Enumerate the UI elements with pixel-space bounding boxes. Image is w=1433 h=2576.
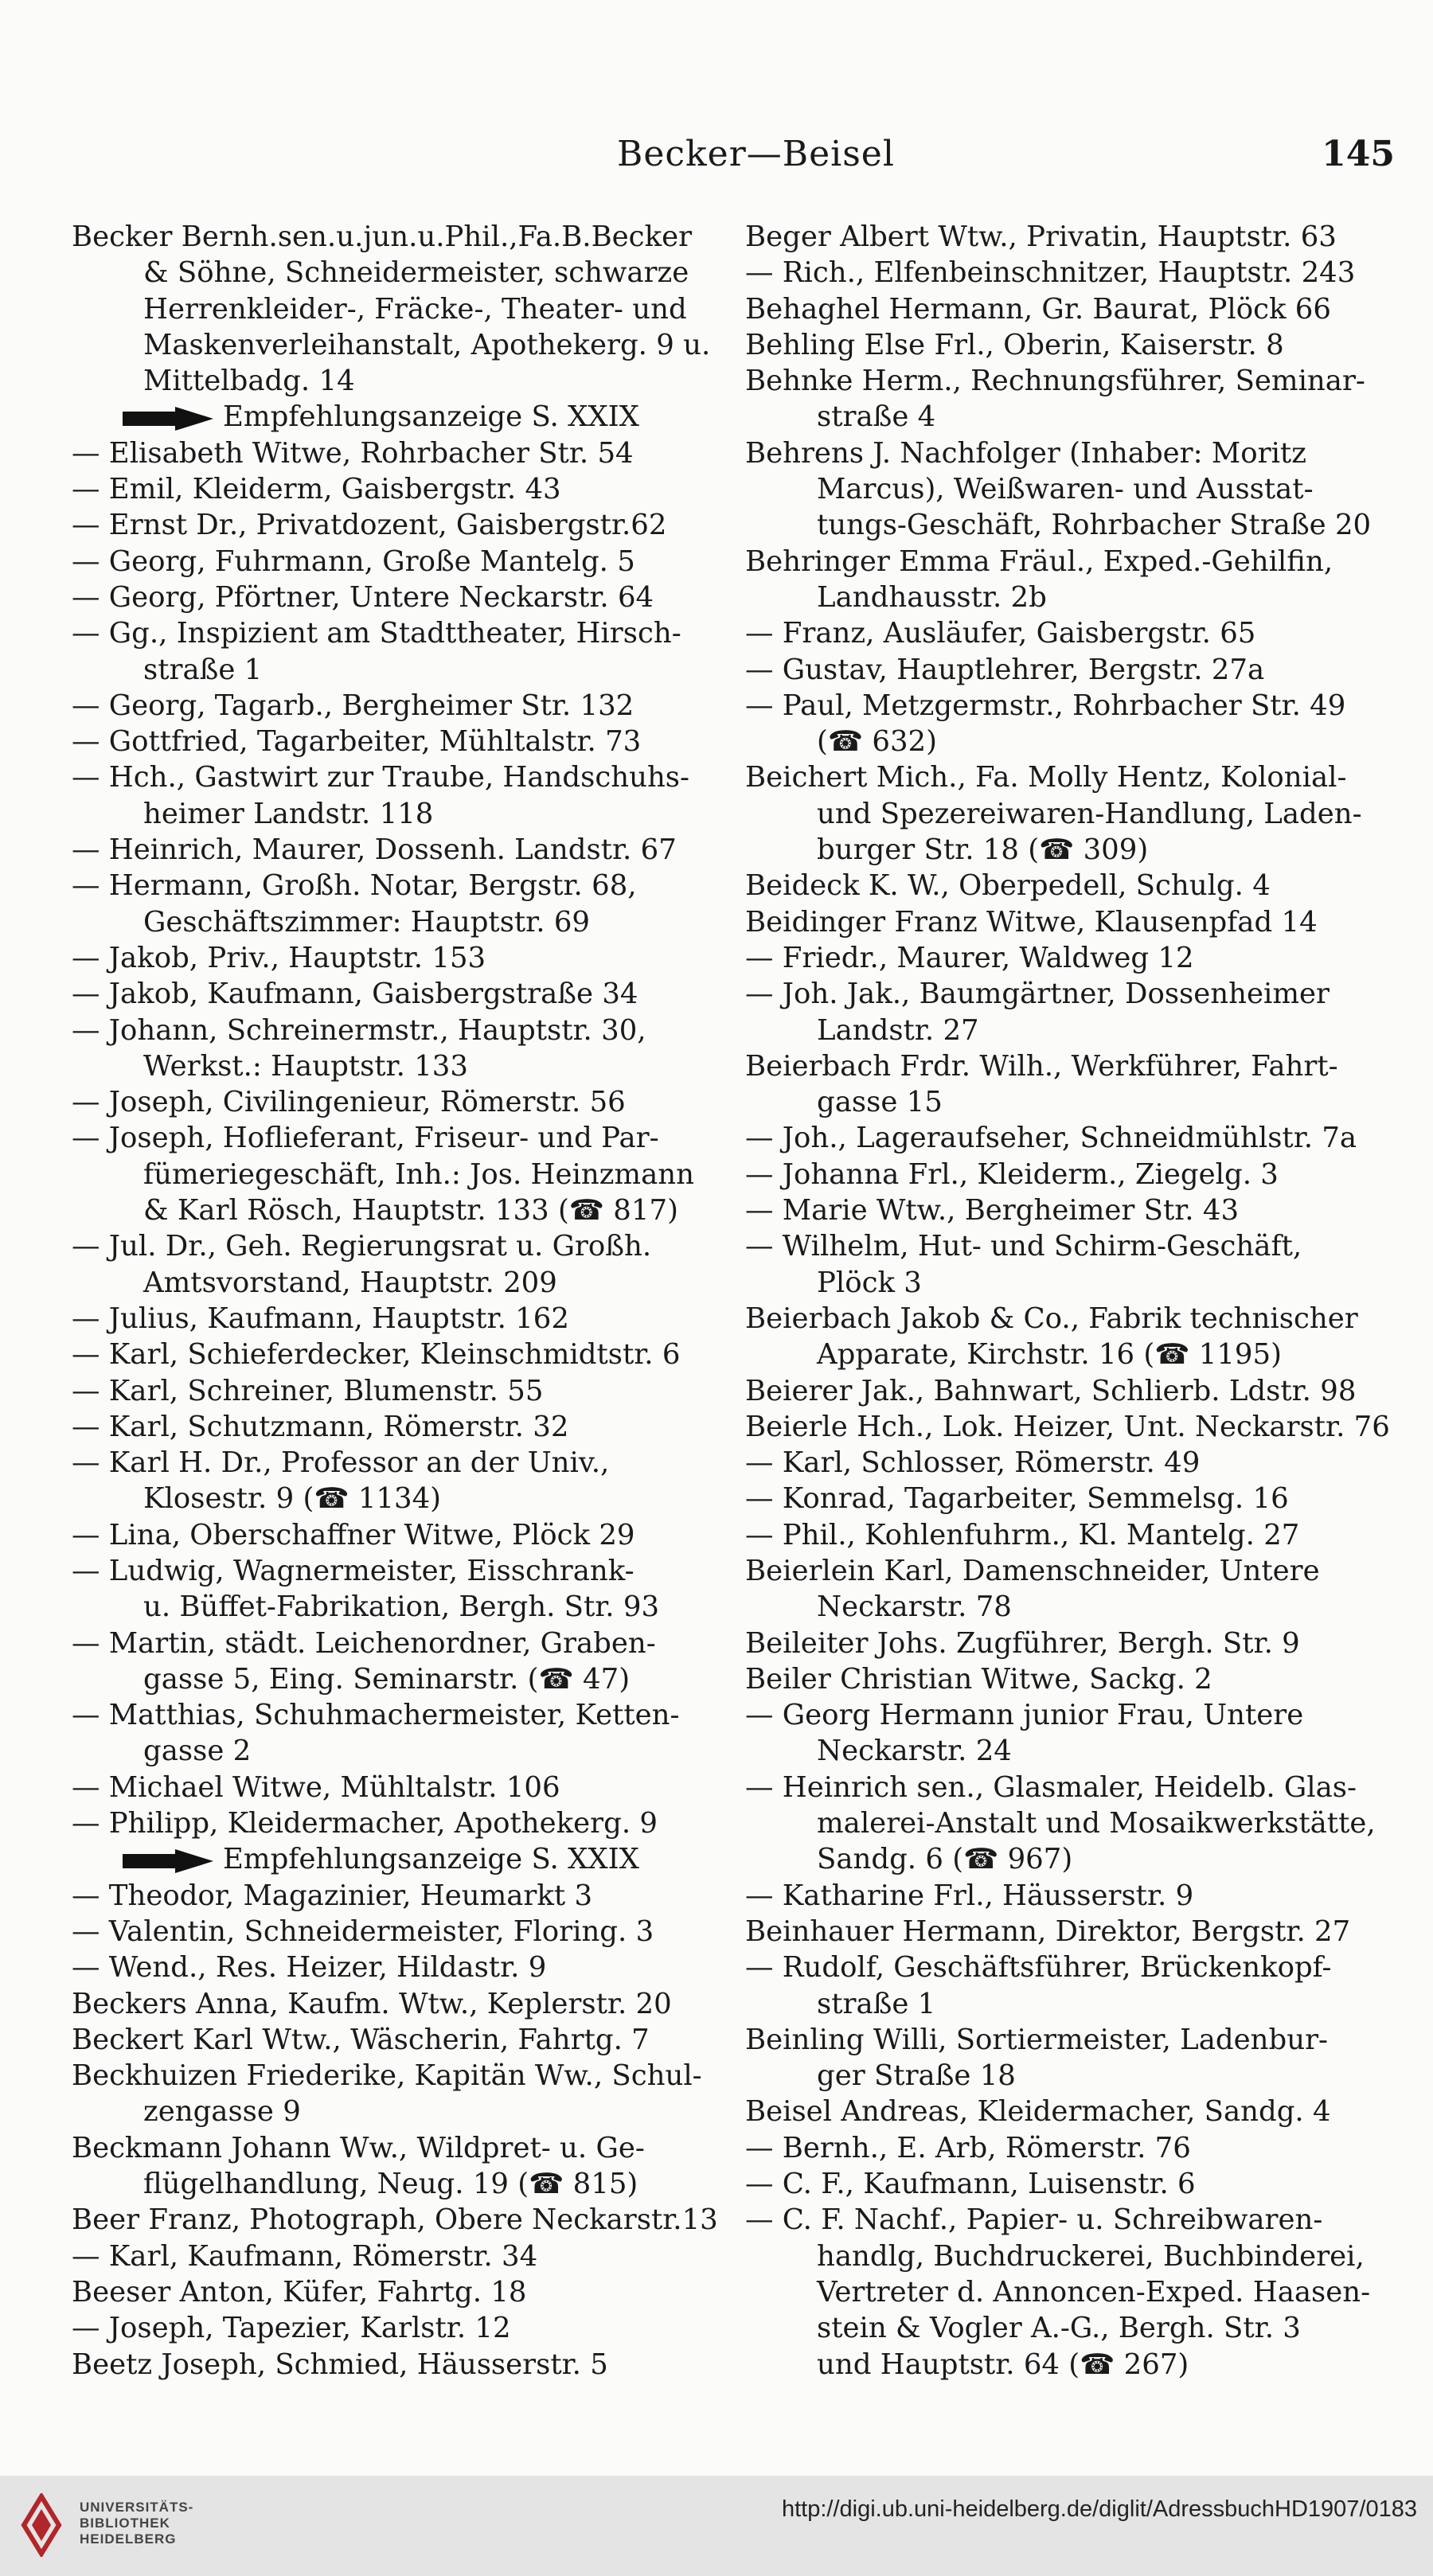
entry-text: Beeser Anton, Küfer, Fahrtg. 18: [72, 2275, 527, 2309]
entry-text: Plöck 3: [817, 1266, 922, 1299]
directory-entry: [72, 1950, 718, 1985]
entry-text: straße 1: [143, 653, 263, 686]
entry-text: — Joh., Lageraufseher, Schneidmühlstr. 7a: [745, 1122, 1357, 1155]
entry-text: Beinhauer Hermann, Direktor, Bergstr. 27: [745, 1914, 1351, 1948]
directory-entry: [745, 2202, 1398, 2238]
entry-text: Beierle Hch., Lok. Heizer, Unt. Neckarstr. 76: [745, 1410, 1390, 1443]
entry-text: Beiler Christian Witwe, Sackg. 2: [745, 1662, 1212, 1696]
directory-entry: [72, 471, 718, 507]
entry-text: Maskenverleihanstalt, Apothekerg. 9 u.: [143, 328, 711, 361]
directory-entry: [72, 2022, 718, 2058]
entry-text: — Phil., Kohlenfuhrm., Kl. Mantelg. 27: [745, 1518, 1300, 1551]
entry-text: Geschäftszimmer: Hauptstr. 69: [143, 905, 590, 939]
directory-entry: [72, 1120, 718, 1156]
entry-text: straße 4: [817, 400, 936, 434]
entry-continuation: [72, 327, 718, 363]
running-head: Becker—Beisel: [617, 134, 895, 174]
entry-text: — C. F., Kaufmann, Luisenstr. 6: [745, 2168, 1196, 2201]
page-number: 145: [1322, 134, 1395, 174]
directory-entry: [72, 2238, 718, 2274]
entry-text: — Julius, Kaufmann, Hauptstr. 162: [72, 1302, 569, 1335]
directory-entry: [72, 2274, 718, 2310]
entry-text: Behling Else Frl., Oberin, Kaiserstr. 8: [745, 328, 1284, 361]
pointing-hand-icon: [119, 404, 215, 434]
directory-entry: [745, 1914, 1398, 1950]
entry-text: — Michael Witwe, Mühltalstr. 106: [72, 1770, 560, 1804]
directory-entry: [72, 580, 718, 615]
library-name-line: UNIVERSITÄTS-: [80, 2500, 194, 2515]
entry-text: Beckert Karl Wtw., Wäscherin, Fahrtg. 7: [72, 2023, 650, 2056]
entry-text: — Gustav, Hauptlehrer, Bergstr. 27a: [745, 653, 1265, 686]
directory-entry: [745, 1626, 1398, 1661]
library-name-line: BIBLIOTHEK: [80, 2516, 170, 2531]
entry-text: — Joseph, Hoflieferant, Friseur- und Par-: [72, 1122, 659, 1155]
directory-entry: [72, 2347, 718, 2383]
entry-continuation: [745, 1589, 1398, 1625]
entry-text: — Valentin, Schneidermeister, Floring. 3: [72, 1914, 654, 1948]
directory-entry: [745, 1373, 1398, 1409]
directory-entry: [72, 1517, 718, 1553]
entry-text: — Johann, Schreinermstr., Hauptstr. 30,: [72, 1013, 646, 1047]
entry-continuation: [745, 1805, 1398, 1841]
entry-continuation: [745, 1337, 1398, 1372]
entry-text: fümeriegeschäft, Inh.: Jos. Heinzmann: [143, 1157, 694, 1191]
entry-text: Landhausstr. 2b: [817, 580, 1047, 614]
entry-text: Sandg. 6 (☎ 967): [817, 1843, 1073, 1876]
entry-text: gasse 15: [817, 1086, 943, 1119]
entry-text: Empfehlungsanzeige S. XXIX: [223, 400, 639, 434]
entry-continuation: [72, 1481, 718, 1516]
directory-entry: [745, 759, 1398, 795]
entry-continuation: [745, 1013, 1398, 1048]
entry-text: — Jakob, Kaufmann, Gaisbergstraße 34: [72, 978, 638, 1011]
entry-continuation: [72, 1265, 718, 1301]
entry-continuation: [745, 580, 1398, 615]
entry-text: — Katharine Frl., Häusserstr. 9: [745, 1879, 1194, 1912]
entry-text: Beer Franz, Photograph, Obere Neckarstr.13: [72, 2203, 718, 2237]
directory-entry: [72, 2202, 718, 2238]
directory-entry: [745, 1192, 1398, 1228]
directory-entry: [745, 363, 1398, 399]
entry-continuation: [745, 1084, 1398, 1120]
entry-continuation: [745, 507, 1398, 543]
directory-entry: [745, 868, 1398, 904]
directory-entry: [72, 1914, 718, 1950]
entry-text: — Karl, Schlosser, Römerstr. 49: [745, 1446, 1201, 1480]
entry-continuation: [745, 1265, 1398, 1301]
entry-text: burger Str. 18 (☎ 309): [817, 833, 1149, 867]
entry-continuation: [72, 1589, 718, 1625]
entry-text: — Jakob, Priv., Hauptstr. 153: [72, 941, 486, 974]
entry-continuation: [745, 399, 1398, 435]
entry-text: Neckarstr. 24: [817, 1735, 1012, 1768]
entry-continuation: [72, 796, 718, 832]
entry-text: ger Straße 18: [817, 2059, 1016, 2093]
directory-entry: [745, 291, 1398, 327]
entry-text: — Emil, Kleiderm, Gaisbergstr. 43: [72, 473, 561, 506]
entry-continuation: [745, 1986, 1398, 2022]
directory-entry: [745, 1697, 1398, 1733]
entry-text: gasse 2: [143, 1735, 252, 1768]
directory-entry: [72, 1084, 718, 1120]
university-library-logo-icon: [18, 2493, 65, 2557]
entry-text: — Georg, Fuhrmann, Große Mantelg. 5: [72, 544, 635, 578]
directory-entry: [72, 615, 718, 651]
entry-text: Amtsvorstand, Hauptstr. 209: [143, 1266, 557, 1299]
entry-continuation: [745, 2347, 1398, 2383]
entry-text: Beichert Mich., Fa. Molly Hentz, Kolonial-: [745, 761, 1347, 794]
directory-entry: [72, 940, 718, 976]
entry-text: Apparate, Kirchstr. 16 (☎ 1195): [817, 1338, 1282, 1372]
directory-entry: [745, 976, 1398, 1012]
left-column: [72, 219, 718, 2383]
entry-text: — Joh. Jak., Baumgärtner, Dossenheimer: [745, 978, 1330, 1011]
entry-text: — C. F. Nachf., Papier- u. Schreibwaren-: [745, 2203, 1323, 2237]
entry-text: — Konrad, Tagarbeiter, Semmelsg. 16: [745, 1482, 1289, 1516]
entry-text: — Heinrich sen., Glasmaler, Heidelb. Glas-: [745, 1770, 1357, 1804]
directory-entry: [72, 832, 718, 868]
entry-continuation: [72, 255, 718, 291]
entry-text: — Karl, Schieferdecker, Kleinschmidtstr. 6: [72, 1338, 681, 1372]
entry-text: Herrenkleider-, Fräcke-, Theater- und: [143, 292, 687, 326]
entry-text: Beideck K. W., Oberpedell, Schulg. 4: [745, 869, 1271, 903]
entry-text: — Karl, Kaufmann, Römerstr. 34: [72, 2239, 538, 2273]
directory-entry: [745, 327, 1398, 363]
directory-entry: [72, 976, 718, 1012]
entry-text: Behnke Herm., Rechnungsführer, Seminar-: [745, 365, 1365, 398]
entry-text: malerei-Anstalt und Mosaikwerkstätte,: [817, 1807, 1376, 1840]
directory-entry: [72, 1337, 718, 1372]
directory-entry: [72, 507, 718, 543]
directory-entry: [745, 1228, 1398, 1264]
directory-entry: [72, 544, 718, 580]
entry-text: — Joseph, Civilingenieur, Römerstr. 56: [72, 1086, 626, 1119]
entry-text: — Georg, Pförtner, Untere Neckarstr. 64: [72, 580, 654, 614]
entry-continuation: [745, 2310, 1398, 2346]
directory-entry: [72, 435, 718, 471]
entry-text: flügelhandlung, Neug. 19 (☎ 815): [143, 2168, 638, 2201]
directory-entry: [745, 688, 1398, 724]
entry-text: & Söhne, Schneidermeister, schwarze: [143, 256, 689, 290]
directory-entry: [745, 1120, 1398, 1156]
entry-text: Beckers Anna, Kaufm. Wtw., Keplerstr. 20: [72, 1987, 672, 2020]
directory-entry: [745, 255, 1398, 291]
entry-text: Beierlein Karl, Damenschneider, Untere: [745, 1554, 1320, 1587]
directory-entry: [745, 2094, 1398, 2129]
entry-continuation: [745, 2058, 1398, 2094]
directory-entry: [72, 1553, 718, 1589]
entry-text: — Gg., Inspizient am Stadttheater, Hirsch-: [72, 617, 681, 650]
directory-entry: [72, 1626, 718, 1661]
source-url-link[interactable]: http://digi.ub.uni-heidelberg.de/diglit/AdressbuchHD1907/0183: [781, 2496, 1417, 2522]
entry-continuation: [745, 1733, 1398, 1769]
entry-text: — Philipp, Kleidermacher, Apothekerg. 9: [72, 1807, 658, 1840]
right-column: [745, 219, 1398, 2383]
entry-text: Klosestr. 9 (☎ 1134): [143, 1482, 442, 1516]
directory-entry: [72, 1409, 718, 1445]
directory-entry: [72, 759, 718, 795]
advertisement-reference: [72, 399, 718, 435]
entry-text: & Karl Rösch, Hauptstr. 133 (☎ 817): [143, 1194, 678, 1228]
directory-entry: [72, 1805, 718, 1841]
directory-entry: [745, 1553, 1398, 1589]
entry-text: Empfehlungsanzeige S. XXIX: [223, 1843, 639, 1876]
directory-entry: [72, 219, 718, 255]
entry-text: — Wend., Res. Heizer, Hildastr. 9: [72, 1951, 547, 1985]
directory-entry: [745, 1048, 1398, 1084]
entry-continuation: [72, 1733, 718, 1769]
entry-text: Beidinger Franz Witwe, Klausenpfad 14: [745, 905, 1318, 939]
entry-text: Vertreter d. Annoncen-Exped. Haasen-: [817, 2275, 1371, 2309]
entry-text: — Georg, Tagarb., Bergheimer Str. 132: [72, 689, 635, 722]
entry-continuation: [72, 363, 718, 399]
entry-continuation: [72, 291, 718, 327]
directory-entry: [72, 1445, 718, 1481]
entry-text: Beierbach Jakob & Co., Fabrik technischer: [745, 1302, 1358, 1335]
entry-text: straße 1: [817, 1987, 936, 2020]
entry-text: Beileiter Johs. Zugführer, Bergh. Str. 9: [745, 1626, 1300, 1660]
entry-text: — Friedr., Maurer, Waldweg 12: [745, 941, 1194, 974]
directory-entry: [745, 1301, 1398, 1337]
entry-text: tungs-Geschäft, Rohrbacher Straße 20: [817, 509, 1372, 542]
directory-entry: [745, 2166, 1398, 2202]
entry-text: — Bernh., E. Arb, Römerstr. 76: [745, 2131, 1191, 2164]
entry-text: — Theodor, Magazinier, Heumarkt 3: [72, 1879, 593, 1912]
directory-entry: [745, 435, 1398, 471]
entry-continuation: [745, 832, 1398, 868]
directory-entry: [72, 2130, 718, 2166]
directory-entry: [72, 1013, 718, 1048]
directory-entry: [72, 1986, 718, 2022]
entry-text: — Heinrich, Maurer, Dossenh. Landstr. 67: [72, 833, 677, 867]
entry-text: u. Büffet-Fabrikation, Bergh. Str. 93: [143, 1590, 660, 1624]
entry-text: stein & Vogler A.-G., Bergh. Str. 3: [817, 2312, 1301, 2345]
entry-text: — Hermann, Großh. Notar, Bergstr. 68,: [72, 869, 637, 903]
entry-text: — Jul. Dr., Geh. Regierungsrat u. Großh.: [72, 1230, 652, 1263]
entry-text: — Hch., Gastwirt zur Traube, Handschuhs-: [72, 761, 690, 794]
directory-entry: [72, 2310, 718, 2346]
directory-entry: [72, 2058, 718, 2094]
entry-text: heimer Landstr. 118: [143, 797, 434, 830]
entry-text: — Marie Wtw., Bergheimer Str. 43: [745, 1194, 1240, 1228]
entry-text: (☎ 632): [817, 725, 937, 759]
entry-text: Becker Bernh.sen.u.jun.u.Phil.,Fa.B.Becker: [72, 221, 693, 253]
directory-entry: [745, 2022, 1398, 2058]
entry-continuation: [72, 1192, 718, 1228]
directory-entry: [745, 1157, 1398, 1192]
entry-text: — Ernst Dr., Privatdozent, Gaisbergstr.62: [72, 509, 667, 542]
directory-entry: [745, 219, 1398, 255]
directory-entry: [745, 1661, 1398, 1697]
entry-text: — Ludwig, Wagnermeister, Eisschrank-: [72, 1554, 635, 1587]
page-header: [0, 134, 1433, 181]
advertisement-reference: [72, 1841, 718, 1877]
entry-text: — Martin, städt. Leichenordner, Graben-: [72, 1626, 656, 1660]
entry-text: — Johanna Frl., Kleiderm., Ziegelg. 3: [745, 1157, 1279, 1191]
entry-text: Behaghel Hermann, Gr. Baurat, Plöck 66: [745, 292, 1331, 326]
entry-text: — Elisabeth Witwe, Rohrbacher Str. 54: [72, 436, 634, 470]
entry-text: Beckmann Johann Ww., Wildpret- u. Ge-: [72, 2131, 645, 2164]
entry-text: — Karl H. Dr., Professor an der Univ.,: [72, 1446, 610, 1480]
entry-text: gasse 5, Eing. Seminarstr. (☎ 47): [143, 1662, 631, 1696]
entry-text: — Karl, Schutzmann, Römerstr. 32: [72, 1410, 569, 1443]
entry-continuation: [72, 1157, 718, 1192]
entry-text: zengasse 9: [143, 2095, 301, 2129]
entry-continuation: [745, 1841, 1398, 1877]
entry-continuation: [72, 652, 718, 688]
entry-text: Behringer Emma Fräul., Exped.-Gehilfin,: [745, 544, 1333, 578]
directory-entry: [745, 1481, 1398, 1516]
entry-text: — Gottfried, Tagarbeiter, Mühltalstr. 73: [72, 725, 642, 759]
directory-entry: [745, 2130, 1398, 2166]
entry-text: Beger Albert Wtw., Privatin, Hauptstr. 63: [745, 221, 1337, 253]
entry-text: — Matthias, Schuhmachermeister, Ketten-: [72, 1699, 680, 1732]
entry-continuation: [72, 1048, 718, 1084]
entry-continuation: [72, 1661, 718, 1697]
directory-entry: [72, 724, 718, 759]
entry-text: und Spezereiwaren-Handlung, Laden-: [817, 797, 1362, 830]
entry-text: — Rudolf, Geschäftsführer, Brückenkopf-: [745, 1951, 1332, 1985]
entry-text: Beckhuizen Friederike, Kapitän Ww., Schul-: [72, 2059, 702, 2093]
entry-continuation: [72, 904, 718, 940]
directory-entry: [745, 652, 1398, 688]
entry-continuation: [745, 724, 1398, 759]
directory-entry: [72, 688, 718, 724]
directory-entry: [745, 1950, 1398, 1985]
directory-entry: [745, 940, 1398, 976]
entry-continuation: [745, 471, 1398, 507]
directory-entry: [745, 1445, 1398, 1481]
entry-text: Mittelbadg. 14: [143, 365, 355, 398]
entry-text: — Rich., Elfenbeinschnitzer, Hauptstr. 243: [745, 256, 1356, 290]
library-name-line: HEIDELBERG: [80, 2531, 177, 2547]
entry-text: Beierbach Frdr. Wilh., Werkführer, Fahrt-: [745, 1049, 1338, 1083]
entry-text: Beierer Jak., Bahnwart, Schlierb. Ldstr. 98: [745, 1374, 1357, 1407]
entry-continuation: [72, 2166, 718, 2202]
entry-text: Beetz Joseph, Schmied, Häusserstr. 5: [72, 2348, 608, 2381]
entry-text: Neckarstr. 78: [817, 1590, 1012, 1624]
entry-text: — Wilhelm, Hut- und Schirm-Geschäft,: [745, 1230, 1302, 1263]
pointing-hand-icon: [119, 1846, 215, 1876]
directory-entry: [72, 1228, 718, 1264]
directory-entry: [72, 1878, 718, 1914]
entry-continuation: [745, 796, 1398, 832]
entry-text: — Joseph, Tapezier, Karlstr. 12: [72, 2312, 511, 2345]
directory-entry: [745, 615, 1398, 651]
directory-entry: [72, 1770, 718, 1805]
directory-entry: [72, 868, 718, 904]
entry-text: Beisel Andreas, Kleidermacher, Sandg. 4: [745, 2095, 1331, 2129]
library-name: [80, 2500, 193, 2547]
directory-entry: [745, 1878, 1398, 1914]
entry-text: — Karl, Schreiner, Blumenstr. 55: [72, 1374, 544, 1407]
directory-entry: [745, 904, 1398, 940]
entry-text: — Paul, Metzgermstr., Rohrbacher Str. 49: [745, 689, 1346, 722]
entry-text: — Franz, Ausläufer, Gaisbergstr. 65: [745, 617, 1256, 650]
entry-continuation: [745, 2274, 1398, 2310]
directory-entry: [72, 1373, 718, 1409]
entry-text: und Hauptstr. 64 (☎ 267): [817, 2348, 1189, 2381]
directory-entry: [72, 1301, 718, 1337]
entry-text: Beinling Willi, Sortiermeister, Ladenbur-: [745, 2023, 1329, 2056]
directory-entry: [745, 1770, 1398, 1805]
entry-text: Behrens J. Nachfolger (Inhaber: Moritz: [745, 436, 1306, 470]
directory-entry: [745, 544, 1398, 580]
directory-entry: [745, 1409, 1398, 1445]
entry-text: handlg, Buchdruckerei, Buchbinderei,: [817, 2239, 1365, 2273]
entry-continuation: [745, 2238, 1398, 2274]
entry-text: Landstr. 27: [817, 1013, 979, 1047]
entry-text: Werkst.: Hauptstr. 133: [143, 1049, 468, 1083]
entry-continuation: [72, 2094, 718, 2129]
footer-bar: [0, 2476, 1433, 2576]
directory-entry: [745, 1517, 1398, 1553]
entry-text: Marcus), Weißwaren- und Ausstat-: [817, 473, 1314, 506]
entry-text: — Georg Hermann junior Frau, Untere: [745, 1699, 1304, 1732]
directory-entry: [72, 1697, 718, 1733]
entry-text: — Lina, Oberschaffner Witwe, Plöck 29: [72, 1518, 635, 1551]
